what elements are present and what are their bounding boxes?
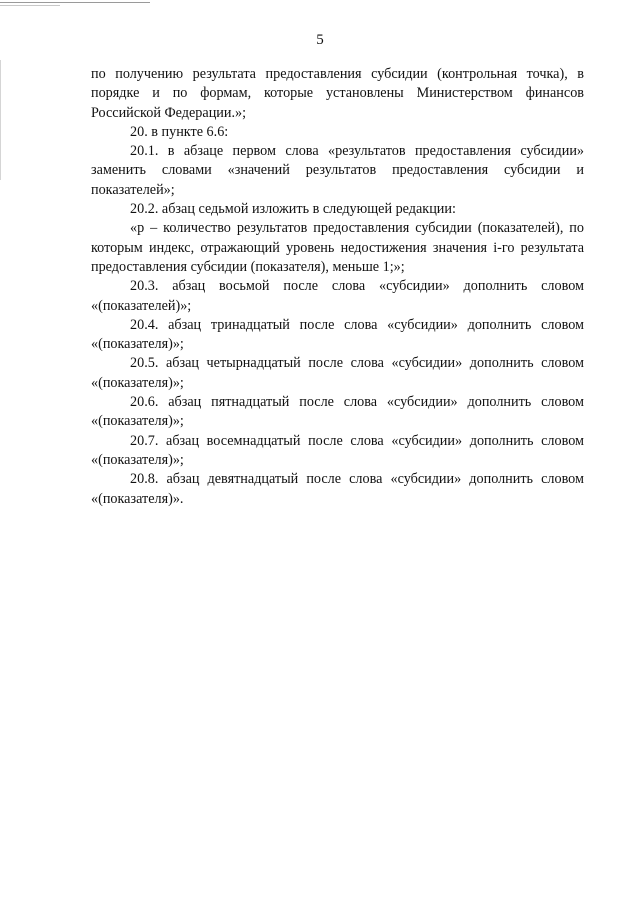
- paragraph-item-20: 20. в пункте 6.6:: [130, 123, 229, 140]
- paragraph-item-20-3: 20.3. абзац восьмой после слова «субсидии» дополнить словом «(показателей)»;: [91, 278, 584, 314]
- paragraph-item-20-4: 20.4. абзац тринадцатый после слова «субсидии» дополнить словом «(показателя)»;: [91, 316, 584, 353]
- paragraph-item-20-5: 20.5. абзац четырнадцатый после слова «субсидии» дополнить словом «(показателя)»;: [91, 355, 584, 391]
- paragraph-item-20-2: 20.2. абзац седьмой изложить в следующей редакции:: [130, 201, 456, 218]
- document-body: [91, 65, 584, 509]
- paragraph-item-20-7: 20.7. абзац восемнадцатый после слова «субсидии» дополнить словом «(показателя)»;: [91, 432, 584, 468]
- paragraph-continuation: по получению результата предоставления субсидии (контрольная точка), в порядке и по формам, которые установлены Министерством финансов Российской Федерации.»;: [91, 66, 584, 121]
- paragraph-item-20-1: 20.1. в абзаце первом слова «результатов предоставления субсидии» заменить словами «значений результатов предоставления субсидии и показателей»;: [91, 143, 584, 198]
- paragraph-item-20-6: 20.6. абзац пятнадцатый после слова «субсидии» дополнить словом «(показателя)»;: [91, 394, 584, 430]
- paragraph-item-20-8: 20.8. абзац девятнадцатый после слова «субсидии» дополнить словом «(показателя)».: [91, 471, 584, 507]
- page-number: 5: [316, 32, 324, 48]
- scan-artifact-edge: [0, 60, 1, 180]
- scan-artifact-line: [0, 2, 150, 3]
- paragraph-formula-definition: «р – количество результатов предоставления субсидии (показателей), по которым индекс, отражающий уровень недостижения значения i-го результата предоставления субсидии (показателя), меньше 1;»;: [91, 220, 584, 275]
- scan-artifact-line: [0, 5, 60, 6]
